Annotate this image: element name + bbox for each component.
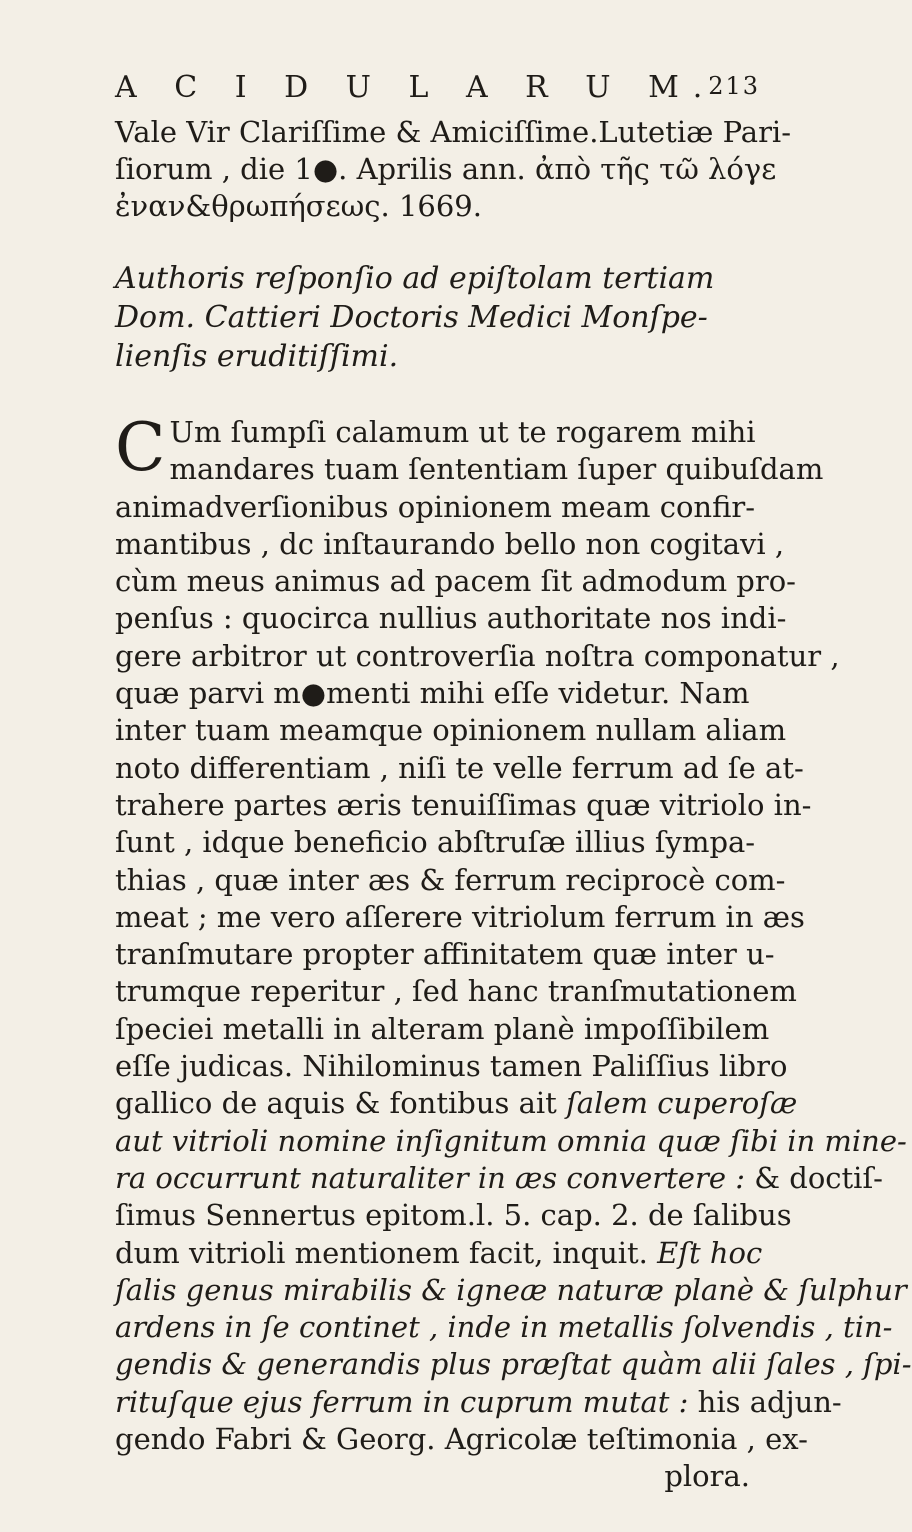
text-line: eſſe judicas. Nihilominus tamen Paliſſius libro bbox=[115, 1049, 788, 1084]
italic-text: ra occurrunt naturaliter in æs convertere : bbox=[115, 1160, 745, 1195]
text-line: mandares tuam ſententiam ſuper quibuſdam bbox=[169, 452, 824, 487]
roman-text: his adjun- bbox=[688, 1384, 842, 1419]
text-line: quæ parvi m●menti mihi eſſe videtur. Nam bbox=[115, 676, 750, 711]
text-line: gere arbitror ut controverſia noſtra componatur , bbox=[115, 638, 840, 673]
roman-text: ſimus Sennertus epitom.l. 5. cap. 2. de ſalibus bbox=[115, 1198, 792, 1233]
heading-line: Authoris reſponſio ad epiſtolam tertiam bbox=[115, 261, 715, 296]
running-head bbox=[115, 70, 760, 114]
roman-text: & doctiſ- bbox=[745, 1160, 883, 1195]
text-line: thias , quæ inter æs & ferrum reciprocè com- bbox=[115, 862, 786, 897]
text-line bbox=[115, 1346, 912, 1383]
italic-text: Eſt hoc bbox=[657, 1235, 763, 1270]
text-line: noto differentiam , niſi te velle ferrum ad ſe at- bbox=[115, 750, 804, 785]
text-line: meat ; me vero aſſerere vitriolum ferrum in æs bbox=[115, 899, 805, 934]
catchword: plora. bbox=[664, 1459, 750, 1494]
italic-text: ſalis genus mirabilis & igneæ naturæ planè & ſulphur bbox=[115, 1272, 907, 1307]
text-line: animadverſionibus opinionem meam confir- bbox=[115, 489, 756, 524]
body-text bbox=[115, 409, 912, 1458]
text-line bbox=[115, 1123, 907, 1160]
text-line: mantibus , dc inſtaurando bello non cogitavi , bbox=[115, 526, 785, 561]
heading-line: Dom. Cattieri Doctoris Medici Monſpe- bbox=[115, 300, 708, 335]
text-line bbox=[115, 1085, 798, 1122]
text-line: Vale Vir Clariſſime & Amiciſſime.Lutetiæ Pari- bbox=[115, 115, 792, 149]
text-line: ſiorum , die 1●. Aprilis ann. ἀπὸ τῆς τῶ λόγε bbox=[115, 152, 777, 186]
roman-text: dum vitrioli mentionem facit, inquit. bbox=[115, 1235, 658, 1270]
roman-text: gendo Fabri & Georg. Agricolæ teſtimonia , ex- bbox=[115, 1422, 808, 1457]
closing-salutation bbox=[115, 114, 792, 225]
running-title: A C I D U L A R U M. bbox=[115, 70, 717, 105]
text-line: inter tuam meamque opinionem nullam aliam bbox=[115, 713, 787, 748]
italic-text: rituſque ejus ferrum in cuprum mutat : bbox=[115, 1384, 689, 1419]
roman-text: gallico de aquis & fontibus ait bbox=[115, 1086, 567, 1121]
text-line: trumque reperitur , ſed hanc tranſmutationem bbox=[115, 974, 797, 1009]
drop-capital: C bbox=[115, 409, 166, 486]
section-heading bbox=[115, 259, 760, 376]
text-line: cùm meus animus ad pacem ſit admodum pro- bbox=[115, 564, 796, 599]
text-line bbox=[115, 1197, 792, 1234]
text-line bbox=[115, 1235, 763, 1272]
text-line: Um ſumpſi calamum ut te rogarem mihi bbox=[169, 415, 756, 449]
italic-text: aut vitrioli nomine inſignitum omnia quæ ſibi in mine- bbox=[115, 1123, 907, 1158]
text-line bbox=[115, 1160, 883, 1197]
heading-line: lienſis eruditiſſimi. bbox=[115, 339, 399, 374]
page-number: 213 bbox=[708, 72, 760, 100]
text-line: ſunt , idque beneficio abſtruſæ illius ſympa- bbox=[115, 825, 756, 860]
text-line bbox=[115, 1309, 893, 1346]
italic-text: ſalem cuperoſæ bbox=[566, 1086, 798, 1121]
text-line: tranſmutare propter affinitatem quæ inter u- bbox=[115, 937, 775, 972]
italic-text: ardens in ſe continet , inde in metallis ſolvendis , tin- bbox=[115, 1310, 893, 1345]
text-line bbox=[115, 1384, 842, 1421]
text-line: ſpeciei metalli in alteram planè impoſſibilem bbox=[115, 1011, 770, 1046]
text-line: penſus : quocirca nullius authoritate nos indi- bbox=[115, 601, 787, 636]
text-line: ἐναν&θρωπήσεως. 1669. bbox=[115, 189, 482, 223]
italic-text: gendis & generandis plus præſtat quàm alii ſales , ſpi- bbox=[115, 1347, 912, 1382]
text-line: trahere partes æris tenuiſſimas quæ vitriolo in- bbox=[115, 787, 812, 822]
text-line bbox=[115, 1272, 907, 1309]
text-line bbox=[115, 1421, 808, 1458]
